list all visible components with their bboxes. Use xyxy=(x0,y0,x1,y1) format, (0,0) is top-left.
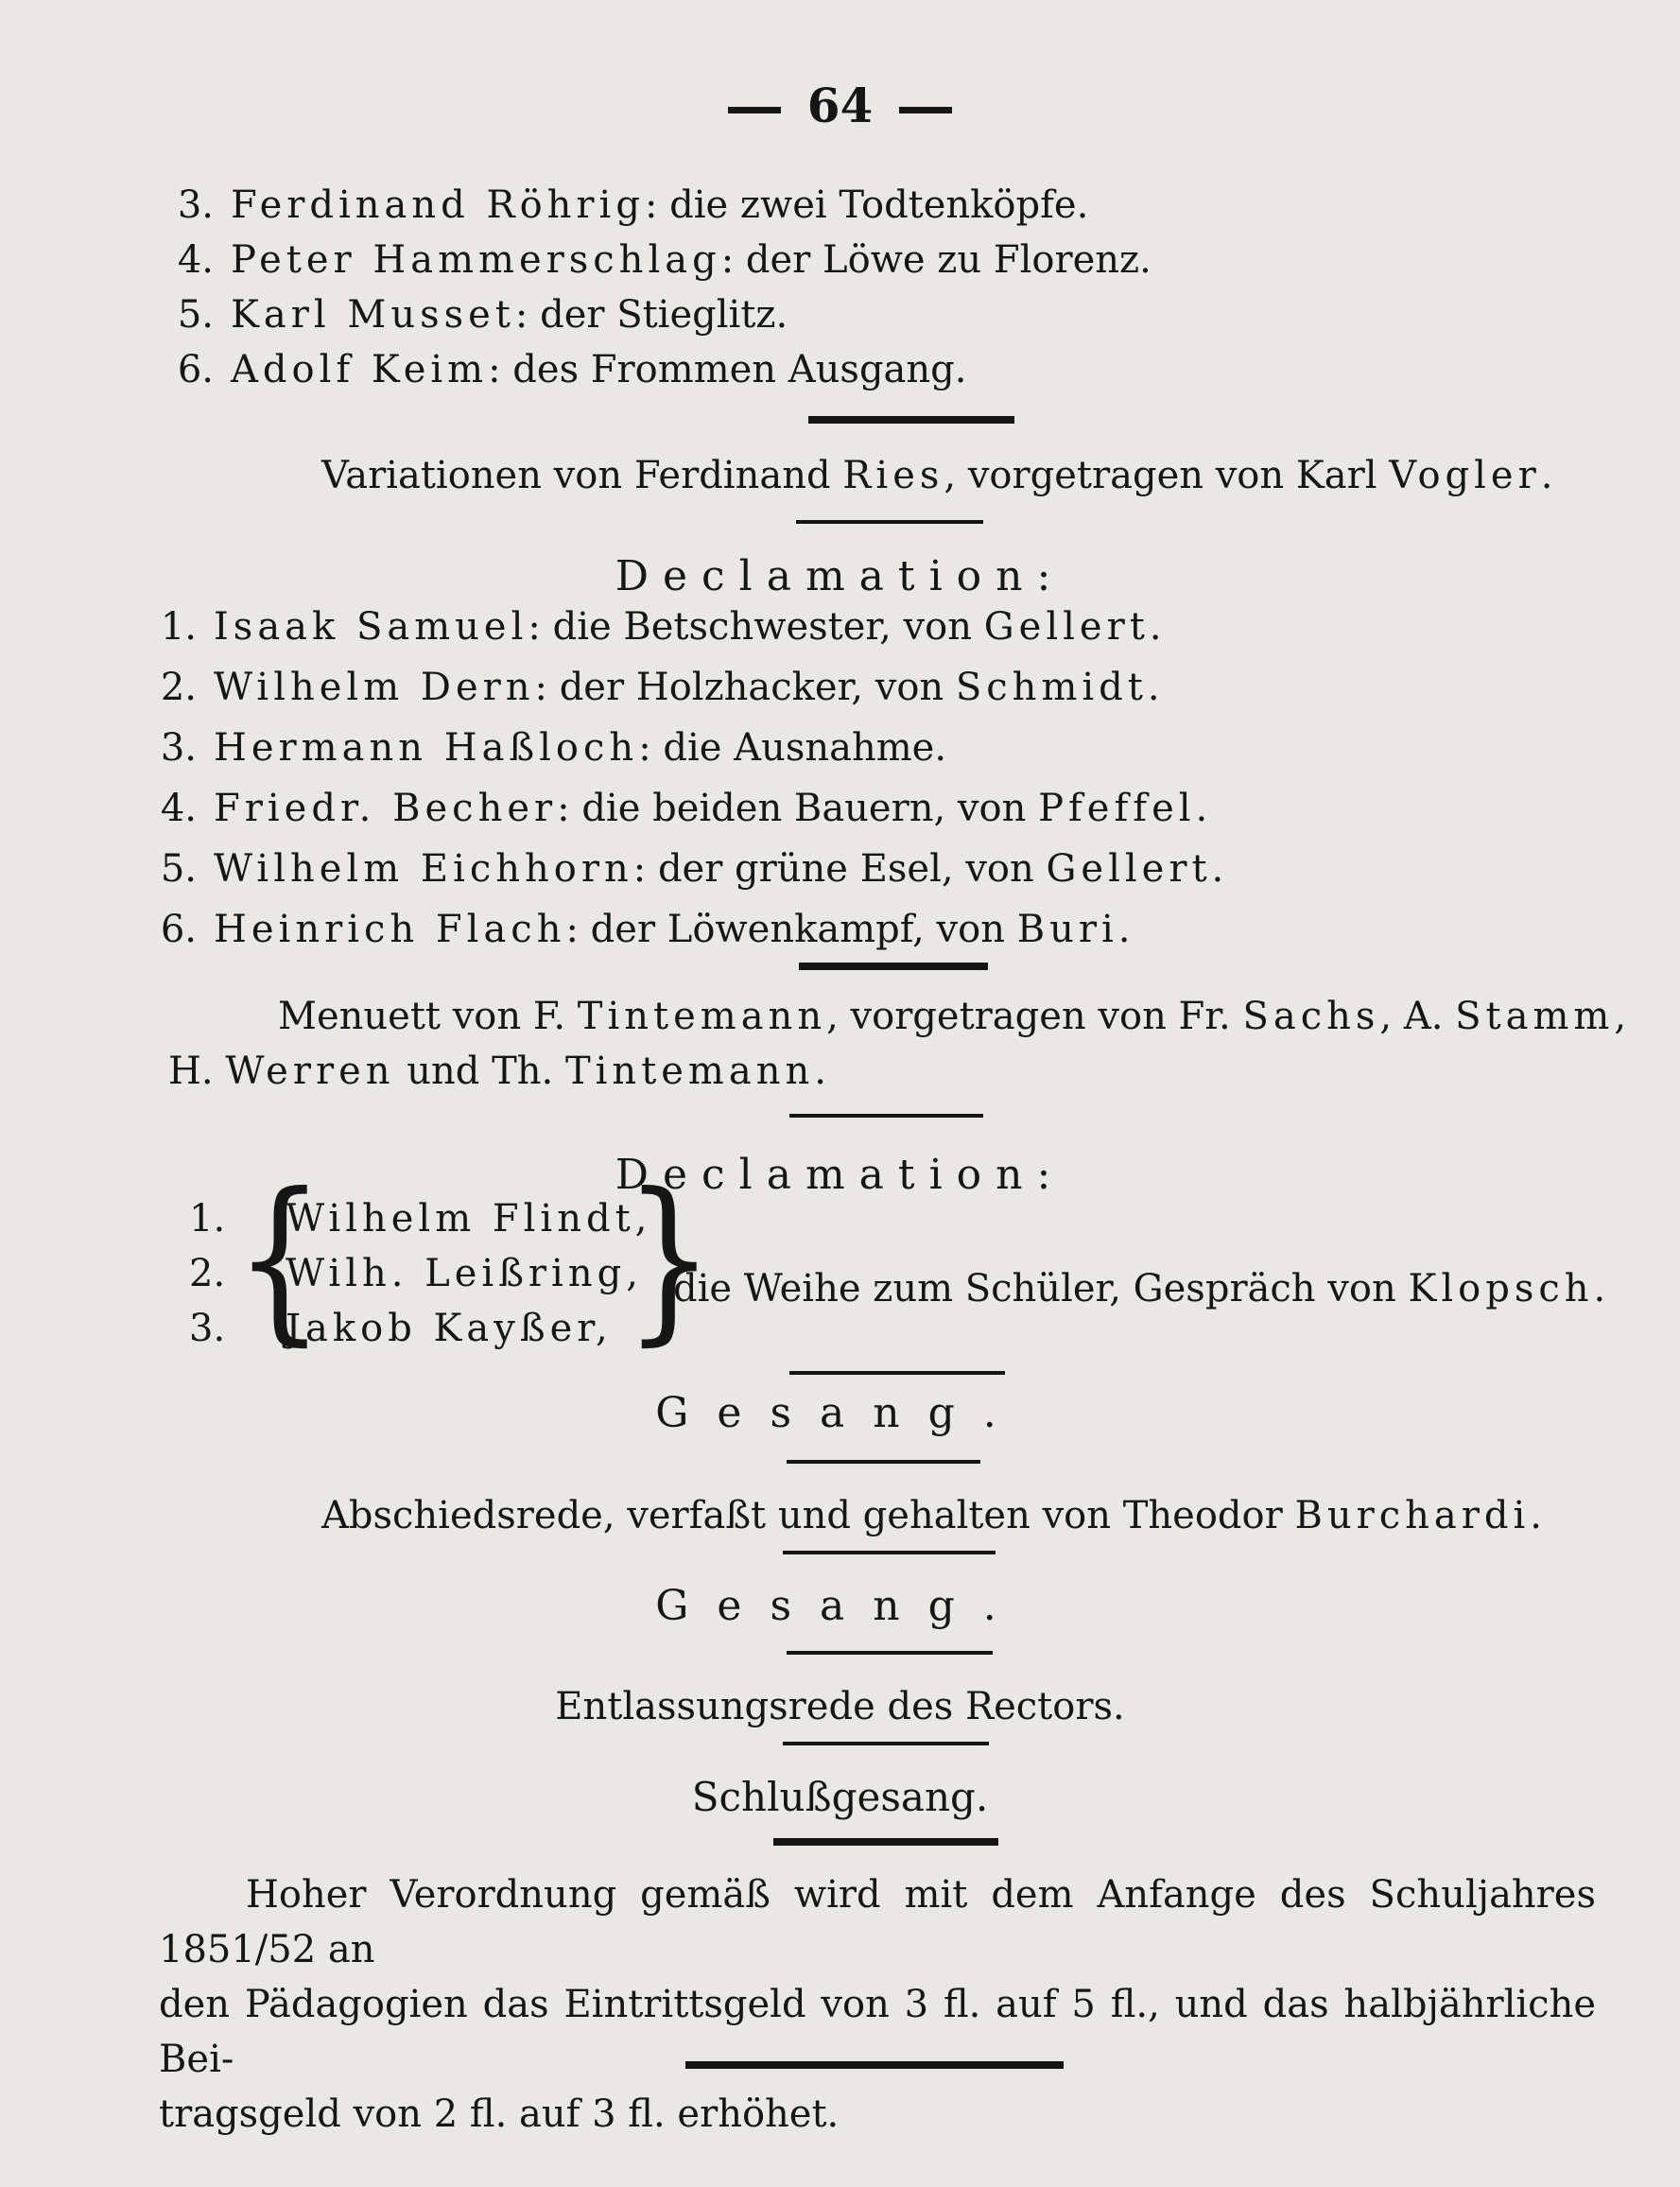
performer-name: Ferdinand Röhrig xyxy=(231,183,645,227)
menuett-line-1: Menuett von F. Tintemann, vorgetragen von Fr. Sachs, A. Stamm, xyxy=(278,995,1627,1038)
separator-rule xyxy=(808,416,1014,424)
performer-name: Wilhelm Dern xyxy=(214,666,535,709)
variations-line: Variationen von Ferdinand Ries, vorgetragen von Karl Vogler. xyxy=(321,454,1553,497)
piece-title: : der Löwe zu Florenz. xyxy=(720,238,1152,282)
group-number: 2. xyxy=(189,1252,226,1295)
performer-name: Wilh. Leißring, xyxy=(286,1252,643,1295)
closing-rule xyxy=(685,2061,1064,2069)
left-brace: { xyxy=(234,1156,325,1363)
list-item: 1. Isaak Samuel: die Betschwester, von Gellert. xyxy=(160,605,1162,649)
right-brace: } xyxy=(624,1156,715,1363)
notice-paragraph xyxy=(159,1867,1596,2142)
section-heading-declamation: Declamation: xyxy=(615,1151,1065,1199)
list-item: 2. Wilhelm Dern: der Holzhacker, von Schmidt. xyxy=(160,666,1160,709)
list-item: 4. Peter Hammerschlag: der Löwe zu Florenz. xyxy=(177,238,1152,282)
performer-name: Adolf Keim xyxy=(231,348,489,391)
page-number-header xyxy=(0,78,1680,133)
performer-name: Karl Musset xyxy=(231,293,515,337)
group-number: 3. xyxy=(189,1307,226,1350)
notice-line-1: Hoher Verordnung gemäß wird mit dem Anfange des Schuljahres 1851/52 an xyxy=(159,1873,1596,1971)
separator-rule xyxy=(799,963,988,970)
abschiedsrede-line: Abschiedsrede, verfaßt und gehalten von Theodor Burchardi. xyxy=(321,1494,1542,1537)
notice-line-2: den Pädagogien das Eintrittsgeld von 3 fl. auf 5 fl., und das halbjährliche Bei- xyxy=(159,1983,1596,2081)
performer-name: Hermann Haßloch xyxy=(214,726,639,770)
page-number: 64 xyxy=(806,78,874,133)
separator-rule xyxy=(787,1460,980,1464)
dash-left xyxy=(728,107,781,113)
piece-title: : des Frommen Ausgang. xyxy=(488,348,967,391)
list-item: 5. Wilhelm Eichhorn: der grüne Esel, von Gellert. xyxy=(160,847,1224,891)
group-number: 1. xyxy=(189,1197,226,1241)
list-item: 4. Friedr. Becher: die beiden Bauern, von Pfeffel. xyxy=(160,787,1208,830)
list-item: 3. Ferdinand Röhrig: die zwei Todtenköpfe. xyxy=(177,183,1089,227)
schlussgesang-heading: Schlußgesang. xyxy=(691,1774,989,1820)
performer-name: Peter Hammerschlag xyxy=(231,238,721,282)
performer-name: Wilhelm Flindt, xyxy=(286,1197,652,1241)
separator-rule xyxy=(789,1371,1005,1375)
section-heading-declamation: Declamation: xyxy=(615,552,1065,600)
performer-name: Heinrich Flach xyxy=(214,908,566,951)
list-item: 3. Hermann Haßloch: die Ausnahme. xyxy=(160,726,947,770)
list-item: 5. Karl Musset: der Stieglitz. xyxy=(177,293,788,337)
section-heading-gesang: Gesang. xyxy=(655,1582,1025,1630)
separator-rule xyxy=(789,1114,983,1118)
separator-rule xyxy=(783,1551,996,1554)
separator-rule xyxy=(787,1651,993,1655)
section-heading-gesang: Gesang. xyxy=(655,1389,1025,1437)
dash-right xyxy=(899,107,952,113)
separator-rule xyxy=(796,520,983,524)
piece-title: : der Stieglitz. xyxy=(514,293,788,337)
notice-line-3: tragsgeld von 2 fl. auf 3 fl. erhöhet. xyxy=(159,2092,840,2136)
menuett-line-2: H. Werren und Th. Tintemann. xyxy=(168,1050,826,1093)
piece-title: : die zwei Todtenköpfe. xyxy=(644,183,1089,227)
performer-name: Wilhelm Eichhorn xyxy=(214,847,633,891)
separator-rule xyxy=(783,1742,989,1745)
list-item: 6. Heinrich Flach: der Löwenkampf, von Buri. xyxy=(160,908,1131,951)
performer-name: Jakob Kayßer, xyxy=(286,1307,613,1350)
separator-rule xyxy=(773,1838,998,1846)
entlassungsrede-line: Entlassungsrede des Rectors. xyxy=(555,1685,1125,1728)
performer-name: Friedr. Becher xyxy=(214,787,558,830)
performer-name: Isaak Samuel xyxy=(214,605,528,649)
dialogue-title: die Weihe zum Schüler, Gespräch von Klopsch. xyxy=(673,1267,1606,1310)
list-item: 6. Adolf Keim: des Frommen Ausgang. xyxy=(177,348,967,391)
